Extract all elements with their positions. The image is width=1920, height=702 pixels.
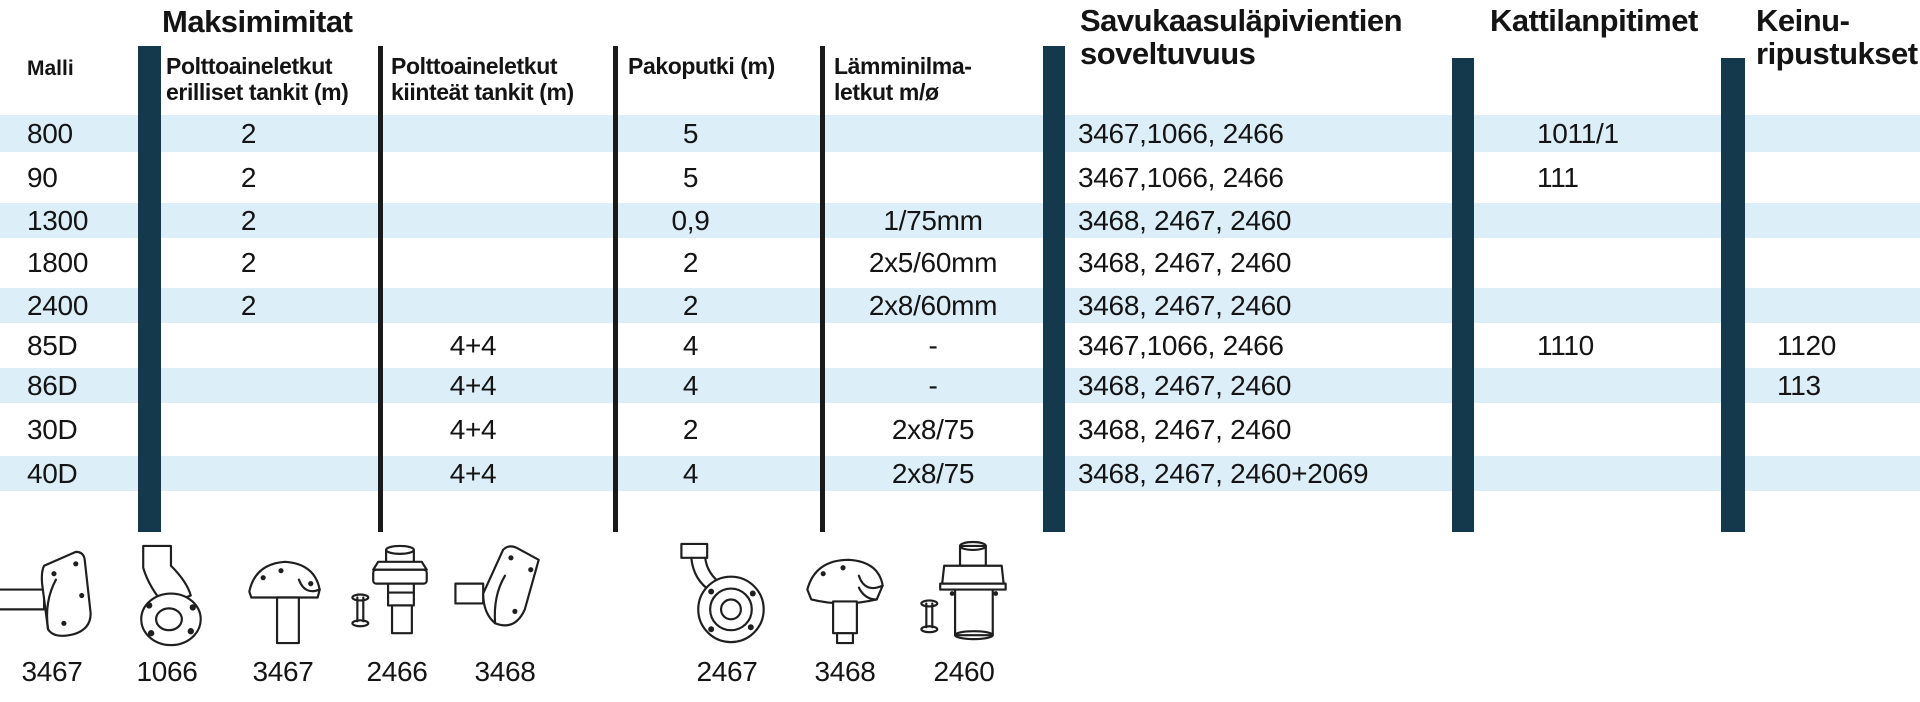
cell-erilliset: 2	[240, 117, 257, 149]
column-divider-line	[613, 46, 618, 532]
cell-pakoputki: 2	[682, 247, 699, 278]
savukaasu-title	[1080, 4, 1402, 70]
product-figure	[667, 540, 787, 698]
column-header-lamminilma-line2: letkut m/ø	[834, 79, 939, 105]
stack-vent-cap-icon	[337, 540, 457, 654]
cell-lamminilma: 1/75mm	[883, 204, 983, 236]
kattilanpitimet-title: Kattilanpitimet	[1490, 3, 1698, 38]
cell-lamminilma: -	[928, 369, 938, 401]
cell-keinuripustukset	[1777, 456, 1920, 491]
cell-kiinteat: 4+4	[449, 457, 497, 489]
product-label: 2466	[366, 656, 428, 687]
cylinder-vent-cap-icon	[904, 540, 1024, 654]
column-header-kiinteat-line2: kiinteät tankit (m)	[391, 79, 574, 105]
table-row	[0, 238, 1920, 288]
cell-lamminilma: 2x5/60mm	[868, 247, 998, 278]
cell-kiinteat: 4+4	[449, 413, 497, 445]
cell-kiinteat	[383, 115, 563, 152]
column-header-lamminilma-line1: Lämminilma-	[834, 53, 972, 79]
savukaasu-title-line2: soveltuvuus	[1080, 36, 1256, 71]
cell-keinuripustukset	[1777, 152, 1920, 203]
product-label: 2460	[933, 656, 995, 687]
product-label: 3468	[814, 656, 876, 687]
cell-kattilanpitimet	[1537, 403, 1720, 456]
cell-kattilanpitimet	[1537, 203, 1720, 238]
cell-kiinteat	[383, 288, 563, 323]
cell-kattilanpitimet: 111	[1537, 161, 1579, 193]
cell-savukaasu: 3468, 2467, 2460	[1078, 369, 1292, 401]
product-label: 3468	[474, 656, 536, 687]
cell-lamminilma: -	[928, 329, 938, 361]
cell-savukaasu: 3468, 2467, 2460	[1078, 247, 1292, 278]
flange-bracket-icon	[667, 540, 787, 654]
cell-pakoputki: 4	[682, 369, 699, 401]
cell-erilliset: 2	[240, 161, 257, 193]
savukaasu-title-line1: Savukaasuläpivientien	[1080, 3, 1403, 38]
column-divider-bar	[1721, 58, 1745, 532]
cell-malli: 85D	[27, 329, 78, 361]
column-divider-bar	[1452, 58, 1474, 532]
cell-lamminilma	[825, 115, 1041, 152]
column-header-erilliset-line1: Polttoaineletkut	[166, 53, 333, 79]
cell-malli: 1300	[27, 204, 89, 236]
cell-pakoputki: 2	[682, 289, 699, 321]
cell-malli: 2400	[27, 289, 89, 321]
column-header-pakoputki: Pakoputki (m)	[628, 53, 775, 79]
column-divider-bar	[138, 46, 161, 532]
product-figure	[223, 540, 343, 698]
angled-hull-outlet-icon	[445, 540, 565, 654]
product-figure	[904, 540, 1024, 698]
cell-lamminilma: 2x8/75	[891, 413, 975, 445]
dome-vent-pipe-icon	[785, 540, 905, 654]
column-divider-bar	[1043, 46, 1065, 532]
cell-erilliset	[161, 323, 336, 368]
cell-keinuripustukset: 1120	[1777, 329, 1837, 361]
table-row	[0, 456, 1920, 491]
table-row	[0, 368, 1920, 403]
cell-keinuripustukset	[1777, 403, 1920, 456]
cell-erilliset	[161, 368, 336, 403]
elbow-flange-icon	[107, 540, 227, 654]
cell-keinuripustukset	[1777, 238, 1920, 288]
cell-erilliset	[161, 456, 336, 491]
cell-kiinteat	[383, 203, 563, 238]
cell-savukaasu: 3468, 2467, 2460	[1078, 289, 1292, 321]
cell-savukaasu: 3467,1066, 2466	[1078, 117, 1284, 149]
malli-column-header: Malli	[27, 57, 74, 80]
table-row	[0, 288, 1920, 323]
cell-kattilanpitimet	[1537, 368, 1720, 403]
product-label: 2467	[696, 656, 758, 687]
cell-lamminilma	[825, 152, 1041, 203]
cell-pakoputki: 5	[682, 161, 699, 193]
cell-kiinteat: 4+4	[449, 369, 497, 401]
table-row	[0, 323, 1920, 368]
cell-kiinteat	[383, 152, 563, 203]
table-row	[0, 203, 1920, 238]
cell-malli: 40D	[27, 457, 78, 489]
product-figure	[337, 540, 457, 698]
table-row	[0, 115, 1920, 152]
cell-erilliset: 2	[240, 204, 257, 236]
cell-keinuripustukset: 113	[1777, 369, 1821, 401]
product-figure	[0, 540, 112, 698]
product-figure	[107, 540, 227, 698]
cell-keinuripustukset	[1777, 203, 1920, 238]
hull-exhaust-outlet-icon	[0, 540, 112, 654]
column-header-erilliset-line2: erilliset tankit (m)	[166, 79, 349, 105]
table-row	[0, 152, 1920, 203]
cell-savukaasu: 3468, 2467, 2460	[1078, 413, 1292, 445]
cell-pakoputki: 4	[682, 457, 699, 489]
product-label: 1066	[136, 656, 198, 687]
cell-pakoputki: 5	[682, 117, 699, 149]
cell-erilliset	[161, 403, 336, 456]
cell-malli: 800	[27, 117, 73, 149]
product-figure	[785, 540, 905, 698]
cell-savukaasu: 3468, 2467, 2460+2069	[1078, 457, 1369, 489]
cell-malli: 1800	[27, 247, 89, 278]
keinuripustukset-title	[1756, 4, 1918, 70]
dome-deck-vent-icon	[223, 540, 343, 654]
cell-keinuripustukset	[1777, 115, 1920, 152]
column-divider-line	[378, 46, 383, 532]
column-header-kiinteat	[391, 53, 574, 105]
table-row	[0, 403, 1920, 456]
maksimimitat-title: Maksimimitat	[162, 4, 353, 39]
cell-kattilanpitimet: 1110	[1537, 329, 1594, 361]
cell-malli: 90	[27, 161, 58, 193]
cell-pakoputki: 4	[682, 329, 699, 361]
cell-kiinteat	[383, 238, 563, 288]
cell-kattilanpitimet: 1011/1	[1537, 117, 1619, 149]
column-header-lamminilma	[834, 53, 971, 105]
column-header-erilliset	[166, 53, 348, 105]
cell-kattilanpitimet	[1537, 288, 1720, 323]
product-label: 3467	[21, 656, 83, 687]
keinu-title-line1: Keinu-	[1756, 3, 1850, 38]
column-header-kiinteat-line1: Polttoaineletkut	[391, 53, 558, 79]
cell-pakoputki: 2	[682, 413, 699, 445]
cell-malli: 86D	[27, 369, 78, 401]
cell-savukaasu: 3467,1066, 2466	[1078, 329, 1284, 361]
keinu-title-line2: ripustukset	[1756, 36, 1918, 71]
cell-savukaasu: 3468, 2467, 2460	[1078, 204, 1292, 236]
column-divider-line	[820, 46, 825, 532]
cell-kiinteat: 4+4	[449, 329, 497, 361]
cell-lamminilma: 2x8/60mm	[868, 289, 998, 321]
cell-savukaasu: 3467,1066, 2466	[1078, 161, 1284, 193]
product-label: 3467	[252, 656, 314, 687]
product-figure	[445, 540, 565, 698]
cell-kattilanpitimet	[1537, 238, 1720, 288]
cell-pakoputki: 0,9	[671, 204, 710, 236]
cell-erilliset: 2	[240, 247, 257, 278]
cell-lamminilma: 2x8/75	[891, 457, 975, 489]
cell-kattilanpitimet	[1537, 456, 1720, 491]
cell-erilliset: 2	[240, 289, 257, 321]
cell-keinuripustukset	[1777, 288, 1920, 323]
cell-malli: 30D	[27, 413, 78, 445]
